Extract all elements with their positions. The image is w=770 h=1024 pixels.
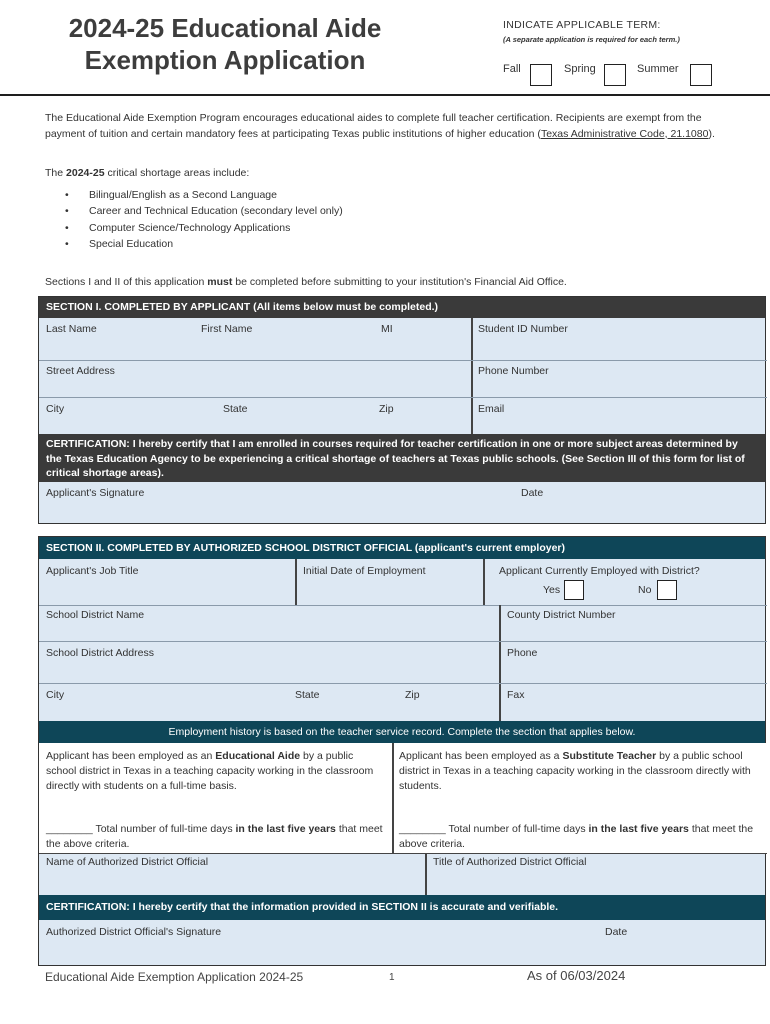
shortage-list	[65, 187, 343, 252]
state-label: State	[223, 403, 248, 415]
student-id-label: Student ID Number	[478, 323, 568, 335]
section-2-form	[38, 536, 766, 966]
employed-no-checkbox[interactable]	[657, 580, 677, 600]
applicant-signature-label: Applicant's Signature	[46, 487, 145, 499]
term-summer-label: Summer	[637, 63, 679, 75]
section-1-form	[38, 296, 766, 524]
job-title-label: Applicant's Job Title	[46, 565, 139, 577]
tac-link[interactable]: Texas Administrative Code, 21.1080	[540, 127, 709, 140]
section-2-certification: CERTIFICATION: I hereby certify that the information provided in SECTION II is accurate and verifiable.	[39, 895, 765, 920]
term-spring-checkbox[interactable]	[604, 64, 626, 86]
educational-aide-text: Applicant has been employed as an Educational Aide by a public school district in Texas in a teaching capacity working in the classroom directly with students on a full-time basis.	[46, 750, 374, 792]
official-signature-label: Authorized District Official's Signature	[46, 926, 222, 938]
title-line-1: 2024-25 Educational Aide	[68, 13, 382, 43]
term-note: (A separate application is required for each term.)	[503, 35, 680, 44]
no-label: No	[638, 584, 652, 596]
term-summer-checkbox[interactable]	[690, 64, 712, 86]
section-2-heading: SECTION II. COMPLETED BY AUTHORIZED SCHOOL DISTRICT OFFICIAL (applicant's current employer)	[39, 537, 765, 559]
zip-label: Zip	[379, 403, 394, 415]
intro-text-end: ).	[708, 127, 715, 140]
official-title-label: Title of Authorized District Official	[433, 856, 587, 868]
list-item: • Bilingual/English as a Second Language	[65, 187, 343, 203]
district-city-label: City	[46, 689, 65, 701]
term-label: INDICATE APPLICABLE TERM:	[503, 19, 661, 31]
mi-label: MI	[381, 323, 393, 335]
section-1-certification: CERTIFICATION: I hereby certify that I am enrolled in courses required for teacher certification in one or more subject areas determined by the Texas Education Agency to be experiencing a critical shortage of teachers at Texas public schools. (See Section III of this form for list of critical shortage areas).	[39, 434, 765, 482]
intro-text: The Educational Aide Exemption Program encourages educational aides to complete full teacher certification. Recipients are exempt from the payment of tuition and certain mandatory fees at participating Texas public institutions of higher education (	[45, 112, 702, 140]
district-state-label: State	[295, 689, 320, 701]
intro-paragraph	[45, 111, 735, 142]
sections-note: Sections I and II of this application must be completed before submitting to your institution's Financial Aid Office.	[45, 276, 567, 288]
shortage-heading: The 2024-25 critical shortage areas include:	[45, 167, 250, 179]
city-label: City	[46, 403, 65, 415]
employment-history-note: Employment history is based on the teacher service record. Complete the section that applies below.	[39, 721, 765, 743]
substitute-teacher-text: Applicant has been employed as a Substitute Teacher by a public school district in Texas in a teaching capacity working in the classroom directly with students.	[399, 750, 751, 792]
applicant-date-label: Date	[521, 487, 544, 499]
last-name-label: Last Name	[46, 323, 97, 335]
phone-number-label: Phone Number	[478, 365, 549, 377]
district-phone-label: Phone	[507, 647, 538, 659]
initial-date-label: Initial Date of Employment	[303, 565, 426, 577]
email-label: Email	[478, 403, 505, 415]
district-name-label: School District Name	[46, 609, 145, 621]
page-title	[60, 12, 390, 76]
currently-employed-label: Applicant Currently Employed with District?	[499, 565, 700, 577]
list-item: • Special Education	[65, 236, 343, 252]
term-fall-checkbox[interactable]	[530, 64, 552, 86]
title-line-2: Exemption Application	[84, 45, 366, 75]
district-address-label: School District Address	[46, 647, 154, 659]
footer-title: Educational Aide Exemption Application 2024-25	[45, 970, 304, 984]
aide-days-field[interactable]: ________ Total number of full-time days in the last five years that meet the above criteria.	[46, 823, 383, 850]
substitute-days-field[interactable]: ________ Total number of full-time days in the last five years that meet the above criteria.	[399, 823, 754, 850]
list-item: • Career and Technical Education (secondary level only)	[65, 203, 343, 219]
term-spring-label: Spring	[564, 63, 596, 75]
yes-label: Yes	[543, 584, 561, 596]
term-fall-label: Fall	[503, 63, 521, 75]
street-address-label: Street Address	[46, 365, 115, 377]
page-header	[0, 0, 770, 96]
section-1-heading: SECTION I. COMPLETED BY APPLICANT (All items below must be completed.)	[39, 297, 765, 318]
list-item: • Computer Science/Technology Applications	[65, 220, 343, 236]
county-number-label: County District Number	[507, 609, 616, 621]
official-name-label: Name of Authorized District Official	[46, 856, 209, 868]
first-name-label: First Name	[201, 323, 253, 335]
footer-date: As of 06/03/2024	[527, 968, 626, 983]
employed-yes-checkbox[interactable]	[564, 580, 584, 600]
district-fax-label: Fax	[507, 689, 525, 701]
official-date-label: Date	[605, 926, 628, 938]
page-number: 1	[389, 972, 395, 983]
district-zip-label: Zip	[405, 689, 420, 701]
